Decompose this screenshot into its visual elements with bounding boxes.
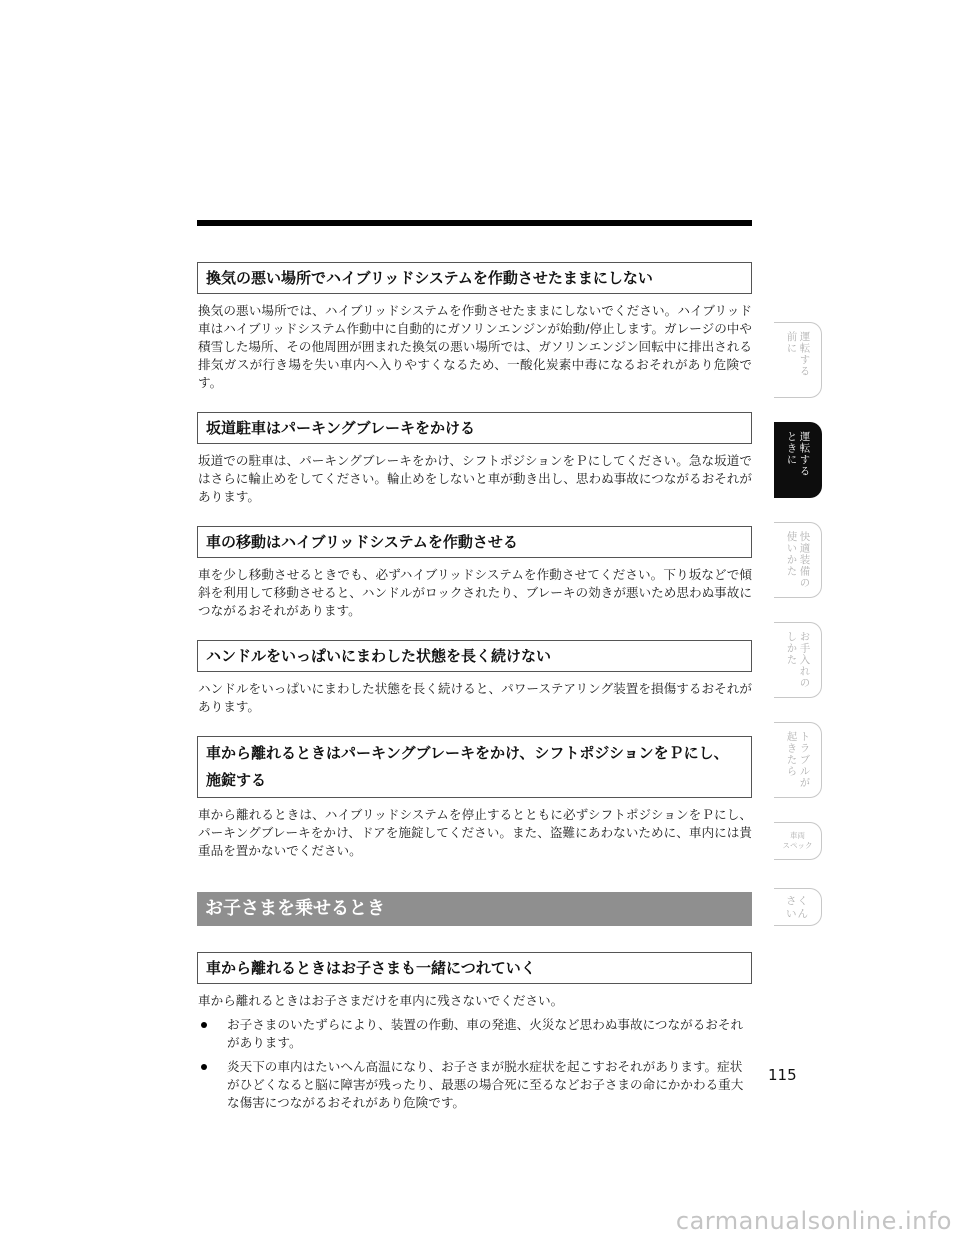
page-number: 115 [768, 1066, 797, 1084]
tab-before-driving[interactable] [774, 322, 822, 398]
section-heading: 車から離れるときはパーキングブレーキをかけ、シフトポジションをＰにし、施錠する [197, 736, 752, 798]
tab-vehicle-specs[interactable] [774, 822, 822, 860]
tab-comfort-equipment[interactable] [774, 522, 822, 598]
section-children [197, 952, 752, 1112]
section-body: 車から離れるときは、ハイブリッドシステムを停止するとともに必ずシフトポジションをＰにし、パーキングブレーキをかけ、ドアを施錠してください。また、盗難にあわないために、車内には貴重品を置かないでください。 [198, 807, 752, 858]
section-body: 車から離れるときはお子さまだけを車内に残さないでください。 [198, 993, 564, 1008]
tab-troubleshooting[interactable] [774, 722, 822, 798]
tab-label: 運転する ときに [785, 431, 811, 477]
main-content [197, 262, 752, 1132]
list-item [197, 1058, 752, 1112]
section-moving-car [197, 526, 752, 620]
children-banner: お子さまを乗せるとき [197, 892, 752, 926]
tab-index[interactable] [774, 888, 822, 926]
watermark: carmanualsonline.info [675, 1207, 952, 1235]
tab-label: 快適装備の 使いかた [785, 531, 811, 589]
tab-while-driving[interactable] [774, 422, 822, 498]
section-heading: 車から離れるときはお子さまも一緒につれていく [197, 952, 752, 984]
bullet-list [197, 1016, 752, 1112]
tab-label: お手入れの しかた [785, 631, 811, 689]
section-leaving-car [197, 736, 752, 860]
tab-label: 車両 スペック [782, 831, 813, 850]
section-steering [197, 640, 752, 716]
tab-label: トラブルが 起きたら [785, 731, 811, 789]
tab-maintenance[interactable] [774, 622, 822, 698]
list-item-text: 炎天下の車内はたいへん高温になり、お子さまが脱水症状を起こすおそれがあります。症状がひどくなると脳に障害が残ったり、最悪の場合死に至るなどお子さまの命にかかわる重大な傷害につながるおそれがあり危険です。 [227, 1059, 744, 1110]
bullet-dot-icon [201, 1022, 207, 1028]
list-item-text: お子さまのいたずらにより、装置の作動、車の発進、火災など思わぬ事故につながるおそれがあります。 [227, 1017, 744, 1050]
section-heading: ハンドルをいっぱいにまわした状態を長く続けない [197, 640, 752, 672]
section-ventilation [197, 262, 752, 392]
section-heading: 車の移動はハイブリッドシステムを作動させる [197, 526, 752, 558]
section-heading: 坂道駐車はパーキングブレーキをかける [197, 412, 752, 444]
section-heading: 換気の悪い場所でハイブリッドシステムを作動させたままにしない [197, 262, 752, 294]
section-body: 換気の悪い場所では、ハイブリッドシステムを作動させたままにしないでください。ハイブリッド車はハイブリッドシステム作動中に自動的にガソリンエンジンが始動/停止します。ガレージの中や積雪した場所、その他周囲が囲まれた換気の悪い場所では、ガソリンエンジン回転中に排出される排気ガスが行き場を失い車内へ入りやすくなるため、一酸化炭素中毒になるおそれがあり危険です。 [198, 303, 752, 390]
section-slope-parking [197, 412, 752, 506]
list-item [197, 1016, 752, 1052]
section-body: ハンドルをいっぱいにまわした状態を長く続けると、パワーステアリング装置を損傷するおそれがあります。 [198, 681, 752, 714]
section-body: 車を少し移動させるときでも、必ずハイブリッドシステムを作動させてください。下り坂などで傾斜を利用して移動させると、ハンドルがロックされたり、ブレーキの効きが悪いため思わぬ事故につながるおそれがあります。 [198, 567, 752, 618]
top-rule [197, 220, 752, 226]
tab-label: さく いん [786, 895, 809, 920]
section-body: 坂道での駐車は、パーキングブレーキをかけ、シフトポジションをＰにしてください。急な坂道ではさらに輪止めをしてください。輪止めをしないと車が動き出し、思わぬ事故につながるおそれがあります。 [198, 453, 752, 504]
tab-label: 運転する 前に [785, 331, 811, 377]
bullet-dot-icon [201, 1064, 207, 1070]
